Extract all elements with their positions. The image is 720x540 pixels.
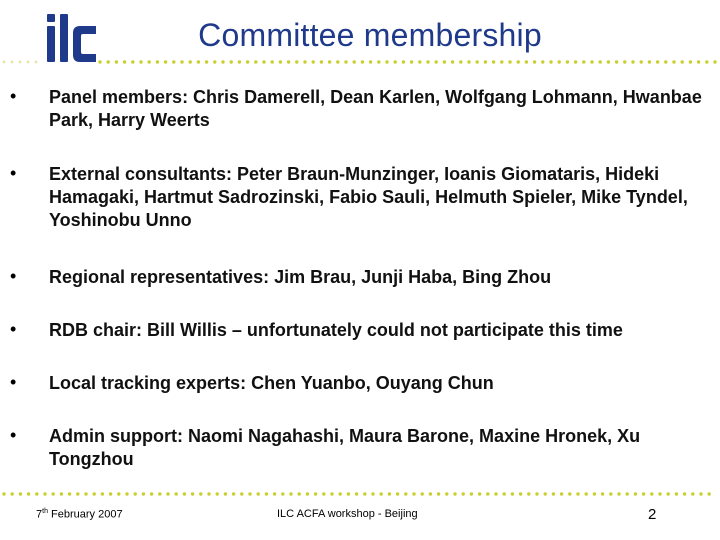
divider-dot [98, 60, 101, 63]
page-number: 2 [648, 506, 657, 523]
divider-dot [355, 492, 358, 495]
divider-dot [361, 60, 364, 63]
divider-dot [353, 60, 356, 63]
divider-dot [494, 492, 497, 495]
divider-dot [640, 60, 643, 63]
divider-dot [262, 60, 265, 63]
divider-dot [623, 60, 626, 63]
divider-dot [221, 60, 224, 63]
divider-dot [322, 492, 325, 495]
slide-title: Committee membership [198, 17, 542, 53]
divider-dot [191, 492, 194, 495]
divider-dot [511, 492, 514, 495]
divider-dot [656, 60, 659, 63]
divider-dot [445, 492, 448, 495]
divider-dot [93, 492, 96, 495]
divider-dot [705, 60, 708, 63]
ilc-logo-mark [47, 14, 96, 62]
divider-dot [699, 492, 702, 495]
divider-dot [609, 492, 612, 495]
divider-dot [183, 492, 186, 495]
divider-dot [312, 60, 315, 63]
divider-dot [371, 492, 374, 495]
divider-dot [107, 60, 110, 63]
divider-dot [590, 60, 593, 63]
divider-dot [568, 492, 571, 495]
bullet-marker: • [10, 372, 17, 392]
divider-dot [248, 492, 251, 495]
divider-dot [404, 492, 407, 495]
divider-dot [585, 492, 588, 495]
divider-dot [189, 60, 192, 63]
bullet-marker: • [10, 266, 17, 286]
divider-dot [484, 60, 487, 63]
divider-dot [467, 60, 470, 63]
divider-dot [11, 61, 14, 64]
divider-dot [549, 60, 552, 63]
divider-dot [134, 492, 137, 495]
regional-representatives-text: Regional representatives: Jim Brau, Junji Haba, Bing Zhou [49, 267, 552, 287]
divider-dot [156, 60, 159, 63]
divider-dot [52, 492, 55, 495]
divider-dot [486, 492, 489, 495]
divider-dot [599, 60, 602, 63]
divider-dot [328, 60, 331, 63]
divider-dot [19, 61, 22, 64]
external-consultants-text: External consultants: Peter Braun-Munzinger, Ioanis Giomataris, Hideki Hamagaki, Hartmut Sadrozinski, Fabio Sauli, Helmuth Spieler, Mike Tyndel, Yoshinobu Unno [49, 164, 688, 230]
divider-dot [566, 60, 569, 63]
divider-dot [453, 492, 456, 495]
divider-dot [101, 492, 104, 495]
bullet-marker: • [10, 163, 17, 183]
divider-dot [298, 492, 301, 495]
divider-dot [541, 60, 544, 63]
divider-dot [166, 492, 169, 495]
divider-dot [363, 492, 366, 495]
divider-dot [525, 60, 528, 63]
divider-dot [617, 492, 620, 495]
divider-dot [492, 60, 495, 63]
divider-dot [76, 492, 79, 495]
divider-dot [139, 60, 142, 63]
divider-dot [544, 492, 547, 495]
divider-dot [216, 492, 219, 495]
divider-dot [558, 60, 561, 63]
divider-dot [667, 492, 670, 495]
divider-dot [388, 492, 391, 495]
divider-dot [3, 61, 6, 64]
divider-dot [27, 61, 30, 64]
divider-dot [306, 492, 309, 495]
divider-dot [287, 60, 290, 63]
bullet-marker: • [10, 86, 17, 106]
panel-members-text: Panel members: Chris Damerell, Dean Karlen, Wolfgang Lohmann, Hwanbae Park, Harry Weerts [49, 87, 702, 130]
divider-dot [519, 492, 522, 495]
divider-dot [35, 61, 38, 64]
divider-dot [257, 492, 260, 495]
divider-dot [675, 492, 678, 495]
divider-dot [601, 492, 604, 495]
divider-dot [462, 492, 465, 495]
footer-date [36, 508, 123, 521]
divider-dot [421, 492, 424, 495]
divider-dot [681, 60, 684, 63]
divider-dot [412, 492, 415, 495]
divider-dot [683, 492, 686, 495]
ilc-logo [42, 14, 98, 64]
divider-dot [199, 492, 202, 495]
divider-dot [320, 60, 323, 63]
bullet-marker: • [10, 319, 17, 339]
divider-dot [232, 492, 235, 495]
divider-dot [552, 492, 555, 495]
divider-dot [500, 60, 503, 63]
divider-dot [369, 60, 372, 63]
divider-dot [410, 60, 413, 63]
divider-dot [175, 492, 178, 495]
divider-dot [396, 492, 399, 495]
divider-dot [273, 492, 276, 495]
footer-date-rest: February 2007 [47, 508, 123, 521]
footer-event: ILC ACFA workshop - Beijing [277, 508, 418, 520]
divider-dot [197, 60, 200, 63]
bullet-marker: • [10, 425, 17, 445]
footer-date-suffix: th [42, 508, 48, 515]
divider-dot [148, 60, 151, 63]
divider-dot [281, 492, 284, 495]
divider-dot [451, 60, 454, 63]
divider-dot [11, 492, 14, 495]
divider-dot [131, 60, 134, 63]
divider-dot [689, 60, 692, 63]
divider-dot [164, 60, 167, 63]
footer-dotted-rule [0, 491, 720, 497]
divider-dot [443, 60, 446, 63]
divider-dot [213, 60, 216, 63]
admin-support-text: Admin support: Naomi Nagahashi, Maura Barone, Maxine Hronek, Xu Tongzhou [49, 426, 641, 469]
divider-dot [615, 60, 618, 63]
header-dotted-rule [0, 59, 720, 65]
divider-dot [314, 492, 317, 495]
divider-dot [344, 60, 347, 63]
divider-dot [142, 492, 145, 495]
divider-dot [418, 60, 421, 63]
divider-dot [697, 60, 700, 63]
divider-dot [43, 492, 46, 495]
divider-dot [109, 492, 112, 495]
divider-dot [205, 60, 208, 63]
divider-dot [631, 60, 634, 63]
divider-dot [254, 60, 257, 63]
divider-dot [517, 60, 520, 63]
divider-dot [560, 492, 563, 495]
divider-dot [426, 60, 429, 63]
divider-dot [582, 60, 585, 63]
divider-dot [230, 60, 233, 63]
divider-dot [626, 492, 629, 495]
divider-dot [377, 60, 380, 63]
divider-dot [68, 492, 71, 495]
divider-dot [336, 60, 339, 63]
divider-dot [535, 492, 538, 495]
divider-dot [224, 492, 227, 495]
divider-dot [576, 492, 579, 495]
divider-dot [658, 492, 661, 495]
divider-dot [84, 492, 87, 495]
divider-dot [150, 492, 153, 495]
divider-dot [664, 60, 667, 63]
divider-dot [19, 492, 22, 495]
divider-dot [295, 60, 298, 63]
divider-dot [713, 60, 716, 63]
divider-dot [470, 492, 473, 495]
divider-dot [115, 60, 118, 63]
divider-dot [35, 492, 38, 495]
divider-dot [240, 492, 243, 495]
rdb-chair-text: RDB chair: Bill Willis – unfortunately could not participate this time [49, 320, 623, 340]
divider-dot [180, 60, 183, 63]
divider-dot [533, 60, 536, 63]
divider-dot [650, 492, 653, 495]
divider-dot [158, 492, 161, 495]
divider-dot [527, 492, 530, 495]
divider-dot [394, 60, 397, 63]
divider-dot [478, 492, 481, 495]
divider-dot [574, 60, 577, 63]
divider-dot [339, 492, 342, 495]
divider-dot [271, 60, 274, 63]
divider-dot [435, 60, 438, 63]
divider-dot [642, 492, 645, 495]
divider-dot [246, 60, 249, 63]
divider-dot [238, 60, 241, 63]
divider-dot [691, 492, 694, 495]
divider-dot [27, 492, 30, 495]
divider-dot [279, 60, 282, 63]
divider-dot [265, 492, 268, 495]
divider-dot [708, 492, 711, 495]
divider-dot [289, 492, 292, 495]
divider-dot [125, 492, 128, 495]
divider-dot [437, 492, 440, 495]
divider-dot [429, 492, 432, 495]
divider-dot [593, 492, 596, 495]
divider-dot [330, 492, 333, 495]
divider-dot [2, 492, 5, 495]
divider-dot [60, 492, 63, 495]
divider-dot [123, 60, 126, 63]
divider-dot [648, 60, 651, 63]
divider-dot [607, 60, 610, 63]
divider-dot [385, 60, 388, 63]
divider-dot [634, 492, 637, 495]
divider-dot [476, 60, 479, 63]
divider-dot [672, 60, 675, 63]
divider-dot [303, 60, 306, 63]
divider-dot [508, 60, 511, 63]
local-tracking-experts-text: Local tracking experts: Chen Yuanbo, Ouyang Chun [49, 373, 494, 393]
divider-dot [402, 60, 405, 63]
divider-dot [347, 492, 350, 495]
divider-dot [503, 492, 506, 495]
footer-date-day: 7 [36, 508, 43, 521]
divider-dot [380, 492, 383, 495]
divider-dot [207, 492, 210, 495]
divider-dot [172, 60, 175, 63]
divider-dot [117, 492, 120, 495]
divider-dot [459, 60, 462, 63]
